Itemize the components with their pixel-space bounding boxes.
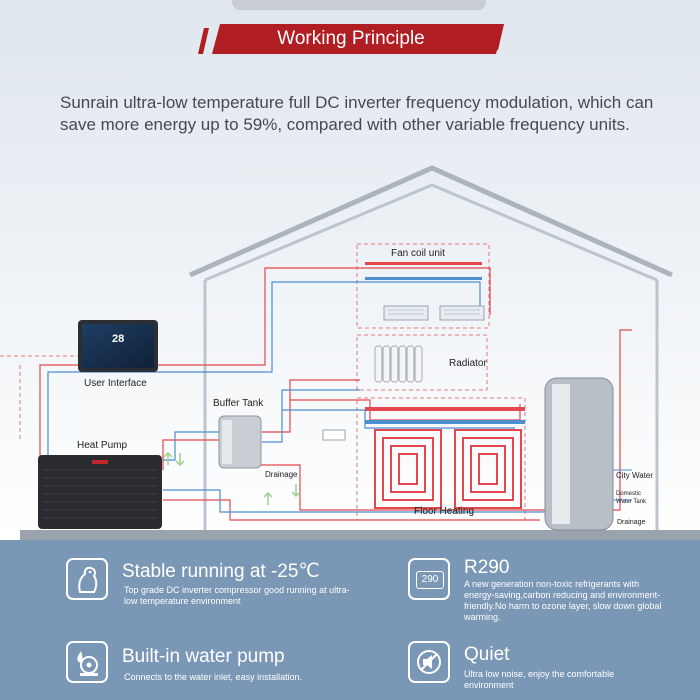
feature-desc-r290: A new generation non-toxic refrigerants with energy-saving,carbon reducing and environment-friendly.No harm to ozone layer, slow down global warming. bbox=[464, 579, 662, 622]
fan-coil-units bbox=[365, 262, 484, 320]
city-water-label: City Water bbox=[616, 471, 654, 480]
feature-title-r290: R290 bbox=[464, 557, 510, 578]
mute-icon bbox=[408, 641, 450, 683]
fan-coil-unit-label: Fan coil unit bbox=[391, 248, 445, 259]
ui-screen-value: 28 bbox=[112, 333, 125, 345]
bear-icon bbox=[66, 558, 108, 600]
working-principle-diagram bbox=[0, 160, 700, 540]
buffer-tank bbox=[219, 416, 261, 468]
radiator-label: Radiator bbox=[449, 358, 487, 369]
intro-text: Sunrain ultra-low temperature full DC inverter frequency modulation, which can save more energy up to 59%, compared with other variable frequency units. bbox=[60, 93, 654, 134]
feature-title-pump: Built-in water pump bbox=[122, 646, 285, 667]
floor-heating-label: Floor Heating bbox=[414, 506, 475, 517]
domestic-water-tank bbox=[545, 378, 632, 530]
feature-title-quiet: Quiet bbox=[464, 644, 510, 665]
top-tab bbox=[232, 0, 486, 10]
heat-pump-unit bbox=[38, 455, 162, 529]
domestic-water-tank-label: Domestic Water Tank bbox=[616, 491, 647, 505]
title-banner bbox=[198, 24, 504, 54]
ground bbox=[20, 530, 700, 540]
heat-pump-label: Heat Pump bbox=[77, 440, 128, 451]
floor-heating-coils bbox=[375, 430, 521, 508]
feature-desc-quiet: Ultra low noise, enjoy the comfortable environment bbox=[464, 669, 615, 690]
page-title: Working Principle bbox=[277, 28, 425, 49]
user-interface-label: User Interface bbox=[84, 378, 147, 389]
valve bbox=[323, 430, 345, 440]
tank-drainage-label: Drainage bbox=[617, 519, 646, 526]
feature-desc-pump: Connects to the water inlet, easy installation. bbox=[124, 672, 303, 682]
radiator-unit bbox=[375, 346, 422, 382]
water-pump-icon bbox=[66, 641, 108, 683]
r290-badge-text: 290 bbox=[416, 571, 444, 589]
user-interface-device bbox=[78, 320, 158, 372]
r290-badge-icon bbox=[408, 558, 450, 600]
feature-desc-stable: Top grade DC inverter compressor good running at ultra-low temperature environment bbox=[124, 585, 350, 606]
feature-title-stable: Stable running at -25℃ bbox=[122, 561, 320, 582]
buffer-drainage-label: Drainage bbox=[265, 470, 298, 479]
buffer-tank-label: Buffer Tank bbox=[213, 398, 264, 409]
